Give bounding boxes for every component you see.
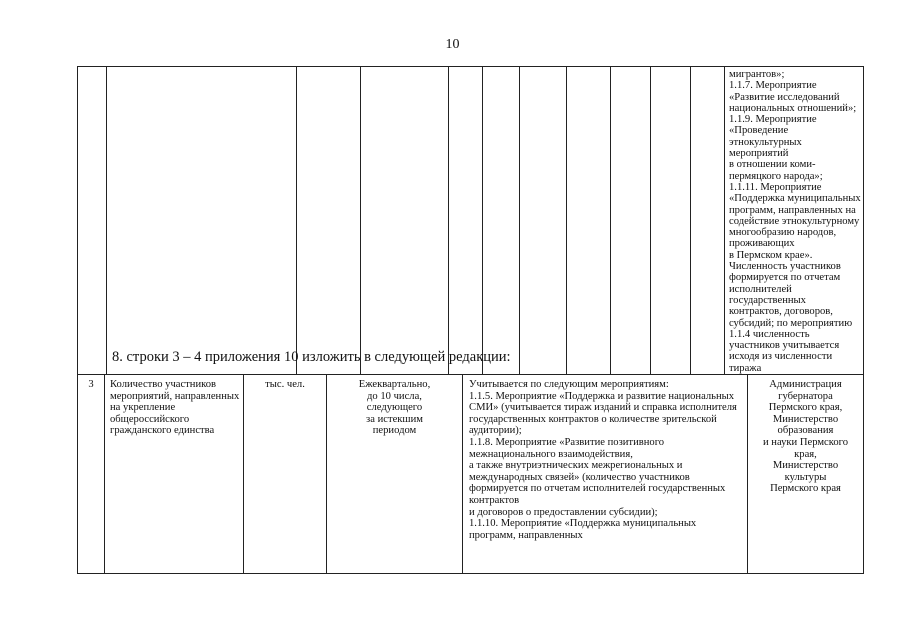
page-number: 10	[445, 37, 460, 52]
empty-cell	[611, 67, 651, 375]
indicator-name: Количество участников мероприятий, направленных на укрепление общероссийского гражданского единства	[105, 375, 244, 574]
empty-cell	[483, 67, 520, 375]
replacement-table	[77, 374, 864, 574]
continued-table	[77, 66, 864, 375]
table-row	[78, 375, 864, 574]
unit-of-measure: тыс. чел.	[244, 375, 327, 574]
responsible-agencies: Администрация губернатора Пермского края, Министерство образования и науки Пермского края, Министерство культуры Пермского края	[748, 375, 864, 574]
empty-cell	[691, 67, 725, 375]
empty-cell	[449, 67, 483, 375]
empty-cell	[361, 67, 449, 375]
empty-cell	[107, 67, 297, 375]
row-number: 3	[78, 375, 105, 574]
empty-cell	[297, 67, 361, 375]
reporting-periodicity: Ежеквартально, до 10 числа, следующего за истекшим периодом	[327, 375, 463, 574]
section-heading: 8. строки 3 – 4 приложения 10 изложить в следующей редакции:	[112, 349, 511, 365]
calculation-method: Учитывается по следующим мероприятиям: 1.1.5. Мероприятие «Поддержка и развитие национальных СМИ» (учитывается тираж изданий и справка исполнителя государственных контрактов о количестве зрительской аудитории); 1.1.8. Мероприятие «Развитие позитивного межнационального взаимодействия, а также внутриэтнических межрегиональных и международных связей» (количество участников формируется по отчетам исполнителей государственных контрактов и договоров о предоставлении субсидии); 1.1.10. Мероприятие «Поддержка муниципальных программ, направленных	[463, 375, 748, 574]
empty-cell	[651, 67, 691, 375]
empty-cell	[567, 67, 611, 375]
methodology-notes-cell: мигрантов»; 1.1.7. Мероприятие «Развитие исследований национальных отношений»; 1.1.9. Мероприятие «Проведение этнокультурных мероприятий в отношении коми-пермяцкого народа»; 1.1.11. Мероприятие «Поддержка муниципальных программ, направленных на содействие этнокультурному многообразию народов, проживающих в Пермском крае». Численность участников формируется по отчетам исполнителей государственных контрактов, договоров, субсидий; по мероприятию 1.1.4 численность участников учитывается исходя из численности тиража	[725, 67, 864, 375]
empty-cell	[78, 67, 107, 375]
empty-cell	[520, 67, 567, 375]
